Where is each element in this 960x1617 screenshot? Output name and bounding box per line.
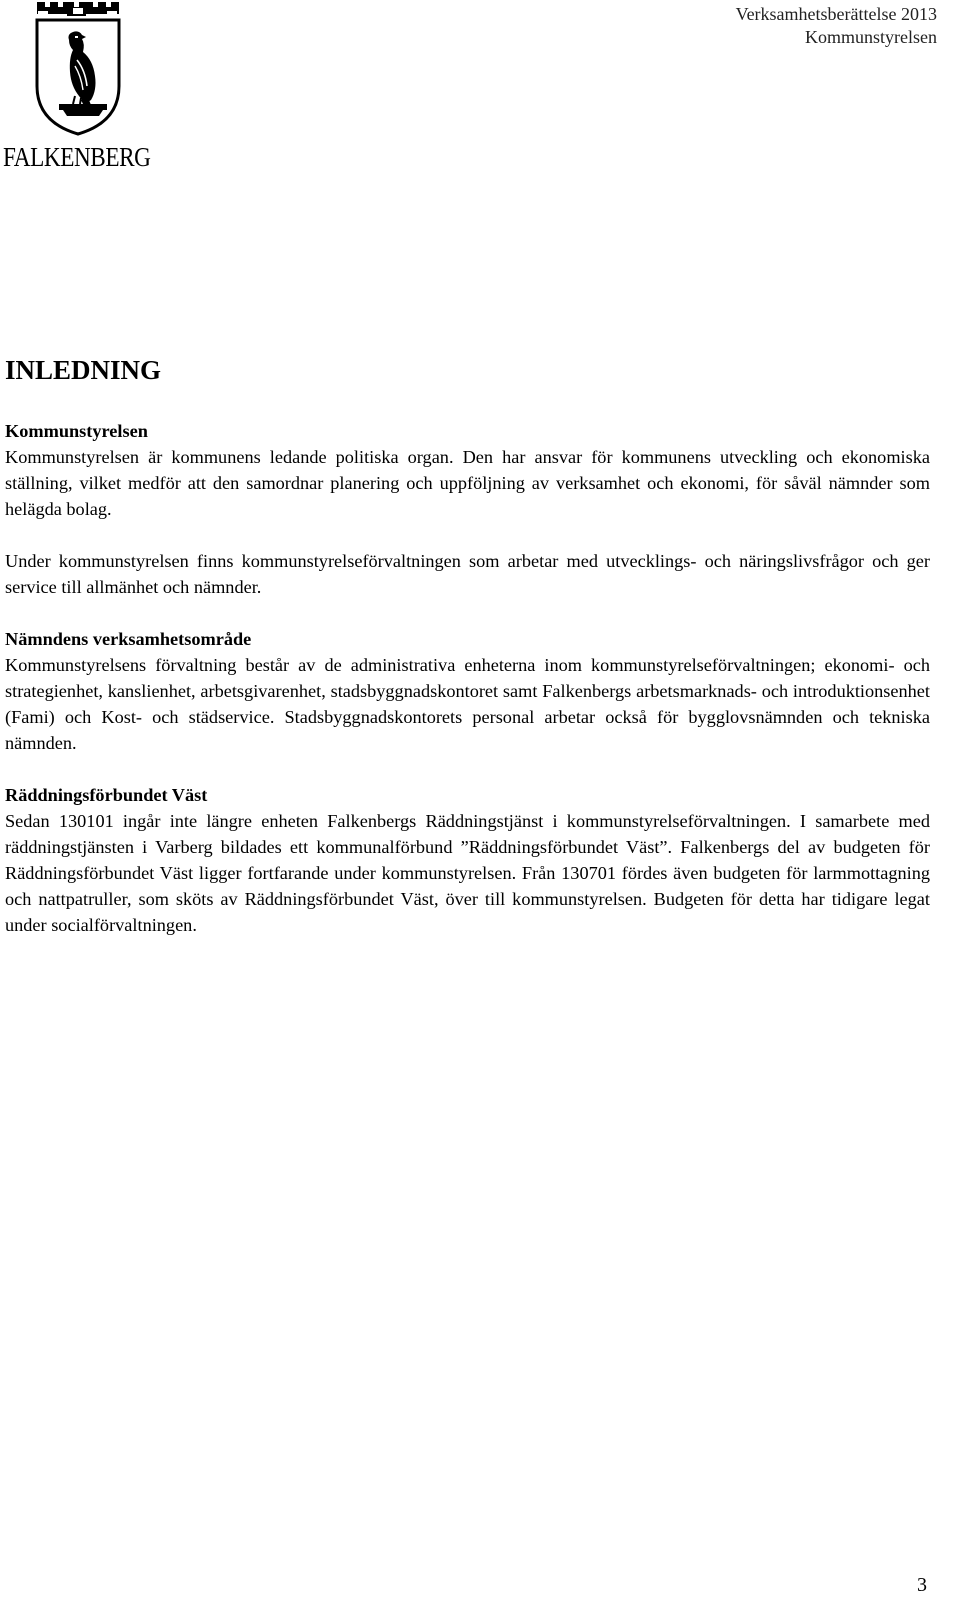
section-title: Nämndens verksamhetsområde bbox=[5, 629, 252, 649]
paragraph: Kommunstyrelsen är kommunens ledande politiska organ. Den har ansvar för kommunens utveckling och ekonomiska ställning, vilket medför att den samordnar planering och uppföljning av verksamhet och ekonomi, för såväl nämnder som helägda bolag. bbox=[5, 447, 930, 519]
page-header bbox=[736, 3, 937, 49]
section-title: Räddningsförbundet Väst bbox=[5, 785, 208, 805]
paragraph: Under kommunstyrelsen finns kommunstyrelseförvaltningen som arbetar med utvecklings- och näringslivsfrågor och ger service till allmänhet och nämnder. bbox=[5, 551, 930, 597]
logo-wordmark: FALKENBERG bbox=[3, 142, 151, 172]
page-heading: INLEDNING bbox=[5, 355, 162, 385]
section-kommunstyrelsen bbox=[5, 418, 930, 600]
page-number: 3 bbox=[917, 1574, 927, 1596]
section-raddningsforbundet-vast bbox=[5, 782, 930, 938]
paragraph: Sedan 130101 ingår inte längre enheten Falkenbergs Räddningstjänst i kommunstyrelseförvaltningen. I samarbete med räddningstjänsten i Varberg bildades ett kommunalförbund ”Räddningsförbundet Väst”. Falkenbergs del av budgeten för Räddningsförbundet Väst ligger fortfarande under kommunstyrelsen. Från 130701 fördes även budgeten för larmmottagning och nattpatruller, som sköts av Räddningsförbundet Väst, över till kommunstyrelsen. Budgeten för detta har tidigare legat under socialförvaltningen. bbox=[5, 811, 930, 935]
paragraph: Kommunstyrelsens förvaltning består av de administrativa enheterna inom kommunstyrelseförvaltningen; ekonomi- och strategienhet, kanslienhet, arbetsgivarenhet, stadsbyggnadskontoret samt Falkenbergs arbetsmarknads- och introduktionsenhet (Fami) och Kost- och städservice. Stadsbyggnadskontorets personal arbetar också för bygglovsnämnden och tekniska nämnden. bbox=[5, 655, 930, 753]
section-title: Kommunstyrelsen bbox=[5, 421, 148, 441]
municipal-logo bbox=[3, 0, 155, 175]
report-title: Verksamhetsberättelse 2013 bbox=[735, 4, 937, 24]
department-name: Kommunstyrelsen bbox=[805, 27, 937, 47]
coat-of-arms-falcon-icon bbox=[33, 0, 123, 138]
section-namndens-verksamhetsomrade bbox=[5, 626, 930, 756]
document-body bbox=[5, 350, 930, 938]
